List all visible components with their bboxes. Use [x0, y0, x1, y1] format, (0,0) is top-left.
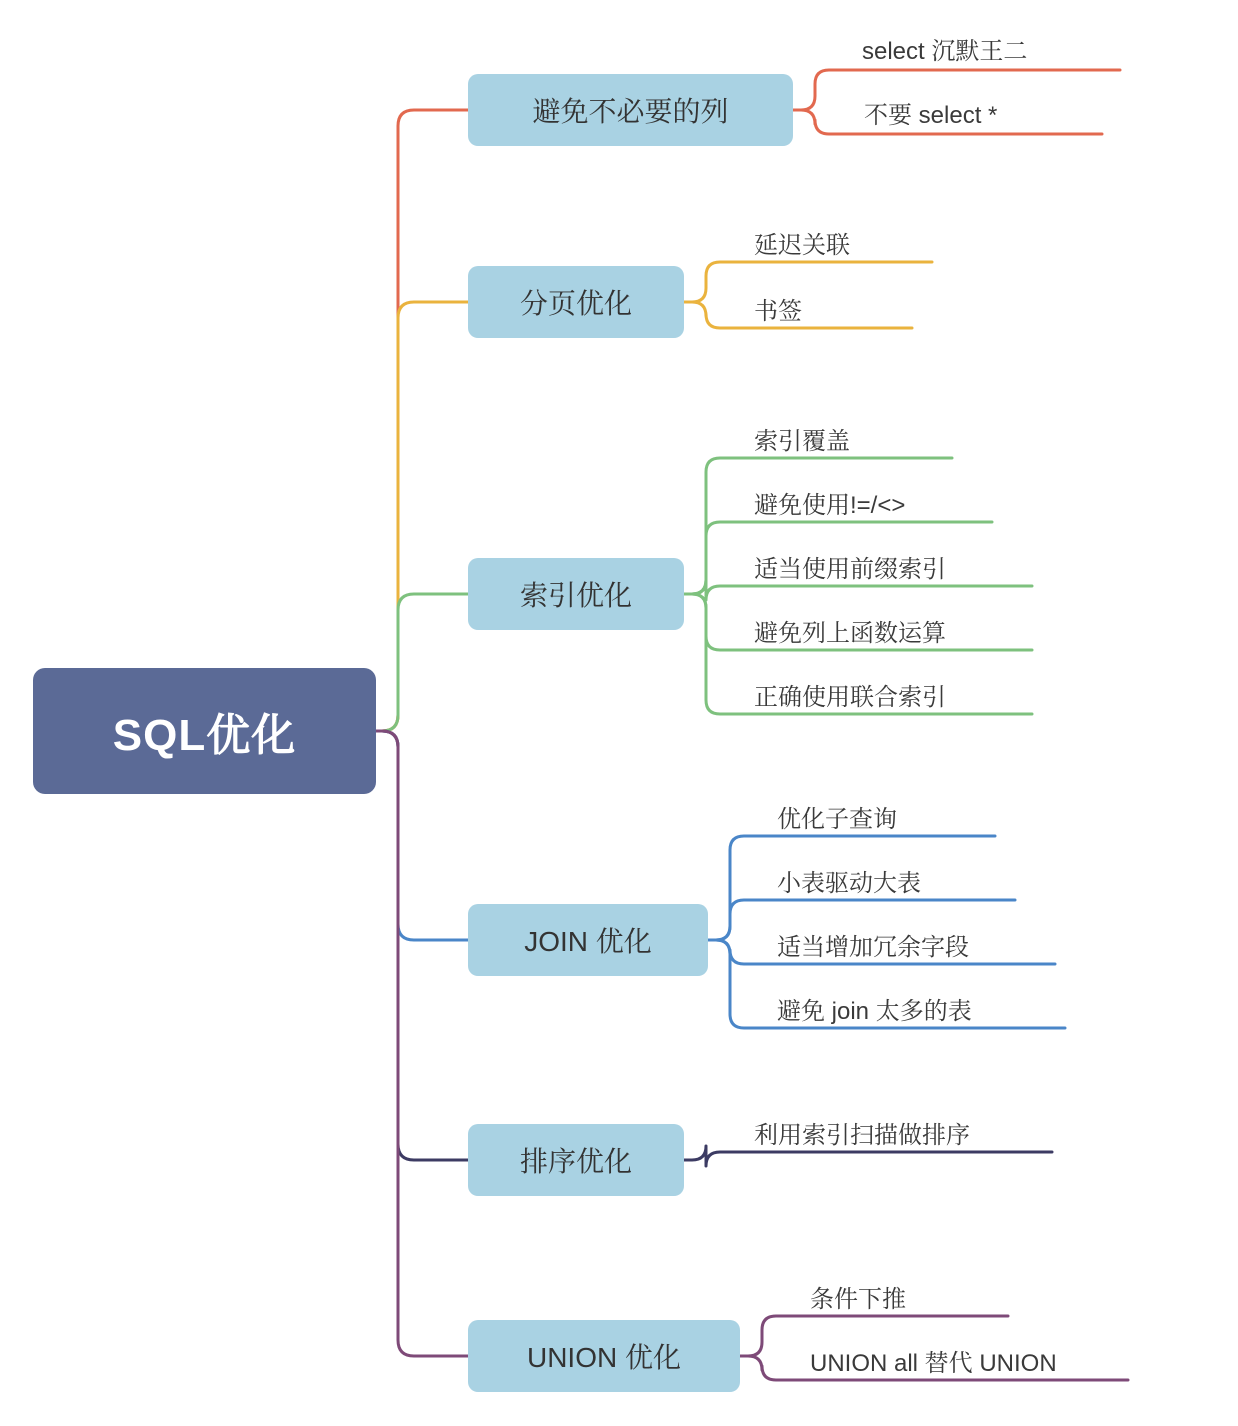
leaf-node-2-1[interactable]: 避免使用!=/<>	[754, 491, 906, 519]
leaf-node-5-1[interactable]: UNION all 替代 UNION	[810, 1349, 1057, 1377]
leaf-node-0-0[interactable]: select 沉默王二	[862, 37, 1028, 65]
leaf-node-2-2[interactable]: 适当使用前缀索引	[754, 555, 946, 583]
leaf-node-2-4[interactable]: 正确使用联合索引	[754, 683, 946, 711]
branch-node-0[interactable]: 避免不必要的列	[468, 74, 793, 146]
leaf-node-3-3[interactable]: 避免 join 太多的表	[777, 997, 972, 1025]
leaf-node-2-0[interactable]: 索引覆盖	[754, 427, 850, 455]
leaf-node-3-0[interactable]: 优化子查询	[777, 805, 897, 833]
leaf-node-3-2[interactable]: 适当增加冗余字段	[777, 933, 969, 961]
leaf-node-1-1[interactable]: 书签	[754, 297, 802, 325]
leaf-node-2-3[interactable]: 避免列上函数运算	[754, 619, 946, 647]
leaf-node-1-0[interactable]: 延迟关联	[754, 231, 850, 259]
branch-node-1[interactable]: 分页优化	[468, 266, 684, 338]
leaf-node-0-1[interactable]: 不要 select *	[864, 101, 998, 129]
leaf-node-3-1[interactable]: 小表驱动大表	[777, 869, 921, 897]
leaf-node-4-0[interactable]: 利用索引扫描做排序	[754, 1121, 970, 1149]
leaf-node-5-0[interactable]: 条件下推	[810, 1285, 906, 1313]
branch-node-4[interactable]: 排序优化	[468, 1124, 684, 1196]
branch-node-2[interactable]: 索引优化	[468, 558, 684, 630]
branch-node-3[interactable]: JOIN 优化	[468, 904, 708, 976]
branch-node-5[interactable]: UNION 优化	[468, 1320, 740, 1392]
root-node[interactable]: SQL优化	[33, 668, 376, 794]
